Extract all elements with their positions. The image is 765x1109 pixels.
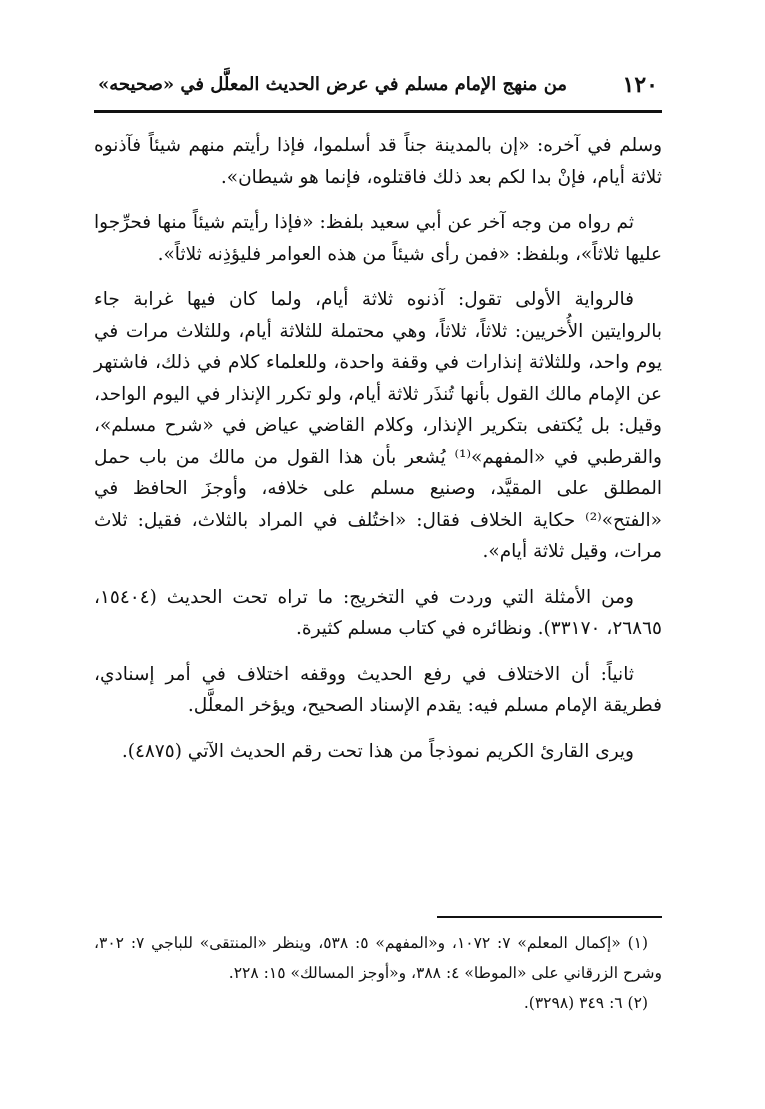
- footnote-1: (١) «إكمال المعلم» ٧: ١٠٧٢، و«المفهم» ٥: ٥٣٨، وينظر «المنتقى» للباجي ٧: ٣٠٢، وشرح الزرقاني على «الموطا» ٤: ٣٨٨، و«أوجز المسالك» ١٥: ٢٢٨.: [94, 934, 662, 982]
- header-divider: [94, 110, 662, 113]
- footnotes: [94, 928, 662, 1018]
- page-header: [94, 66, 662, 106]
- page-number: ١٢٠: [622, 72, 658, 98]
- paragraph-continuation: وسلم في آخره: «إن بالمدينة جناً قد أسلموا، فإذا رأيتم منهم شيئاً فآذنوه ثلاثة أيام، فإنْ بدا لكم بعد ذلك فاقتلوه، فإنما هو شيطان».: [94, 135, 662, 188]
- paragraph: ثانياً: أن الاختلاف في رفع الحديث ووقفه اختلاف في أمر إسنادي، فطريقة الإمام مسلم فيه: يقدم الإسناد الصحيح، ويؤخر المعلَّل.: [94, 663, 662, 716]
- paragraph: ثم رواه من وجه آخر عن أبي سعيد بلفظ: «فإذا رأيتم شيئاً منها فحرِّجوا عليها ثلاثاً»، وبلفظ: «فمن رأى شيئاً من هذه العوامر فليؤذِنه ثلاثاً».: [94, 212, 662, 265]
- main-text: [94, 130, 662, 781]
- paragraph: ويرى القارئ الكريم نموذجاً من هذا تحت رقم الحديث الآتي (٤٨٧٥).: [121, 740, 634, 762]
- paragraph: فالرواية الأولى تقول: آذنوه ثلاثة أيام، ولما كان فيها غرابة جاء بالروايتين الأُخريين: ثلاثاً، ثلاثاً، وهي محتملة للثلاثة أيام، وللثلاث مرات في يوم واحد، وللثلاثة إنذارات في وقفة واحدة، وللعلماء كلام في ذلك، فاشتهر عن الإمام مالك القول بأنها تُنذَر ثلاثة أيام، ولو تكرر الإنذار في اليوم الواحد، وقيل: بل يُكتفى بتكرير الإنذار، وكلام القاضي عياض في «شرح مسلم»، والقرطبي في «المفهم»⁽¹⁾ يُشعر بأن هذا القول من مالك من باب حمل المطلق على المقيَّد، وصنيع مسلم على خلافه، وأوجزَ الحافظ في «الفتح»⁽²⁾ حكاية الخلاف فقال: «اختُلف في المراد بالثلاث، فقيل: ثلاث مرات، وقيل ثلاثة أيام».: [94, 289, 662, 562]
- footnote-divider: [437, 916, 662, 918]
- running-title: من منهج الإمام مسلم في عرض الحديث المعلَّل في «صحيحه»: [98, 74, 568, 95]
- footnote-2: (٢) ٦: ٣٤٩ (٣٢٩٨).: [523, 994, 648, 1012]
- paragraph: ومن الأمثلة التي وردت في التخريج: ما تراه تحت الحديث (١٥٤٠٤، ٢٦٨٦٥، ٣٣١٧٠). ونظائره في كتاب مسلم كثيرة.: [94, 586, 662, 639]
